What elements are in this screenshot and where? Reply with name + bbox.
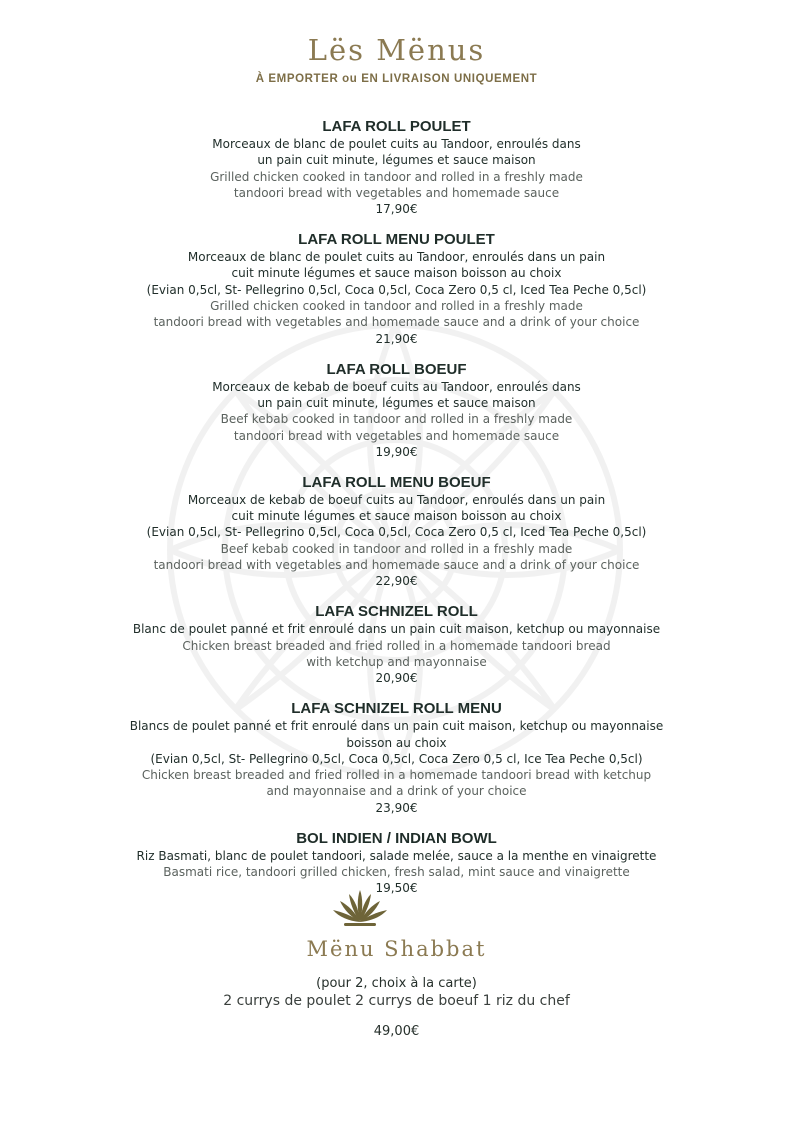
menu-item-lafa-schnizel-roll (0, 602, 793, 686)
item-title: LAFA ROLL BOEUF (326, 360, 467, 378)
description-en: Chicken breast breaded and fried rolled in a homemade tandoori bread with ketchup (141, 768, 652, 783)
drinks-list: (Evian 0,5cl, St- Pellegrino 0,5cl, Coca 0,5cl, Coca Zero 0,5 cl, Iced Tea Peche 0,5cl) (146, 282, 647, 297)
item-price: 19,90€ (375, 444, 418, 459)
description-fr: Blanc de poulet panné et frit enroulé dans un pain cuit maison, ketchup ou mayonnaise (132, 622, 661, 637)
delivery-subtitle: À EMPORTER ou EN LIVRAISON UNIQUEMENT (255, 73, 538, 85)
menu-list (0, 117, 793, 909)
item-title: LAFA ROLL MENU POULET (298, 231, 495, 249)
description-fr: Riz Basmati, blanc de poulet tandoori, salade melée, sauce a la menthe en vinaigrette (136, 848, 657, 863)
item-title: LAFA SCHNIZEL ROLL (315, 603, 478, 621)
shabbat-price: 49,00€ (373, 1024, 420, 1039)
description-en: Beef kebab cooked in tandoor and rolled in a freshly made (220, 541, 573, 556)
description-en: Beef kebab cooked in tandoor and rolled in a freshly made (220, 412, 573, 427)
shabbat-description: 2 currys de poulet 2 currys de boeuf 1 riz du chef (223, 993, 570, 1009)
description-en: and mayonnaise and a drink of your choice (266, 784, 527, 799)
description-en: with ketchup and mayonnaise (306, 654, 487, 669)
shabbat-title: Mënu Shabbat (306, 937, 487, 961)
item-title: LAFA SCHNIZEL ROLL MENU (291, 700, 502, 718)
menu-item-lafa-roll-boeuf (0, 360, 793, 460)
description-fr: cuit minute légumes et sauce maison boisson au choix (231, 509, 562, 524)
menu-item-bol-indien (0, 829, 793, 897)
item-price: 21,90€ (375, 331, 418, 346)
description-fr: Morceaux de kebab de boeuf cuits au Tandoor, enroulés dans un pain (187, 492, 606, 507)
description-en: tandoori bread with vegetables and homemade sauce and a drink of your choice (153, 558, 640, 573)
shabbat-note: (pour 2, choix à la carte) (316, 976, 477, 991)
description-en: Basmati rice, tandoori grilled chicken, fresh salad, mint sauce and vinaigrette (163, 865, 630, 880)
menu-item-lafa-roll-poulet (0, 117, 793, 217)
menu-item-lafa-roll-menu-boeuf (0, 473, 793, 589)
item-title: LAFA ROLL POULET (322, 118, 471, 135)
item-price: 22,90€ (375, 574, 418, 589)
description-fr: boisson au choix (346, 735, 447, 750)
page-header (0, 32, 793, 85)
description-en: tandoori bread with vegetables and homemade sauce (233, 185, 560, 200)
drinks-list: (Evian 0,5cl, St- Pellegrino 0,5cl, Coca 0,5cl, Coca Zero 0,5 cl, Iced Tea Peche 0,5cl) (146, 525, 647, 540)
item-price: 20,90€ (375, 671, 418, 686)
item-price: 23,90€ (375, 800, 418, 815)
description-fr: un pain cuit minute, légumes et sauce maison (257, 395, 536, 410)
shabbat-section (0, 935, 793, 1039)
item-title: LAFA ROLL MENU BOEUF (302, 473, 491, 491)
description-en: Grilled chicken cooked in tandoor and rolled in a freshly made (210, 299, 583, 314)
description-en: tandoori bread with vegetables and homemade sauce (233, 428, 560, 443)
description-fr: Morceaux de kebab de boeuf cuits au Tandoor, enroulés dans (212, 379, 581, 394)
description-en: Grilled chicken cooked in tandoor and rolled in a freshly made (210, 169, 583, 184)
item-title: BOL INDIEN / INDIAN BOWL (296, 829, 497, 847)
item-price: 17,90€ (375, 202, 418, 217)
menu-item-lafa-schnizel-roll-menu (0, 699, 793, 815)
description-fr: Morceaux de blanc de poulet cuits au Tandoor, enroulés dans (212, 137, 581, 151)
description-fr: cuit minute légumes et sauce maison boisson au choix (231, 266, 562, 281)
description-fr: un pain cuit minute, légumes et sauce maison (257, 153, 536, 168)
description-fr: Blancs de poulet panné et frit enroulé dans un pain cuit maison, ketchup ou mayonnaise (129, 719, 664, 734)
lotus-fan-icon (330, 888, 390, 928)
description-fr: Morceaux de blanc de poulet cuits au Tandoor, enroulés dans un pain (187, 250, 606, 265)
drinks-list: (Evian 0,5cl, St- Pellegrino 0,5cl, Coca 0,5cl, Coca Zero 0,5 cl, Ice Tea Peche 0,5cl) (150, 751, 643, 766)
item-price: 19,50€ (375, 881, 418, 896)
menus-title: Lës Mënus (307, 33, 486, 67)
description-en: tandoori bread with vegetables and homemade sauce and a drink of your choice (153, 315, 640, 330)
description-en: Chicken breast breaded and fried rolled in a homemade tandoori bread (182, 638, 611, 653)
menu-item-lafa-roll-menu-poulet (0, 230, 793, 346)
